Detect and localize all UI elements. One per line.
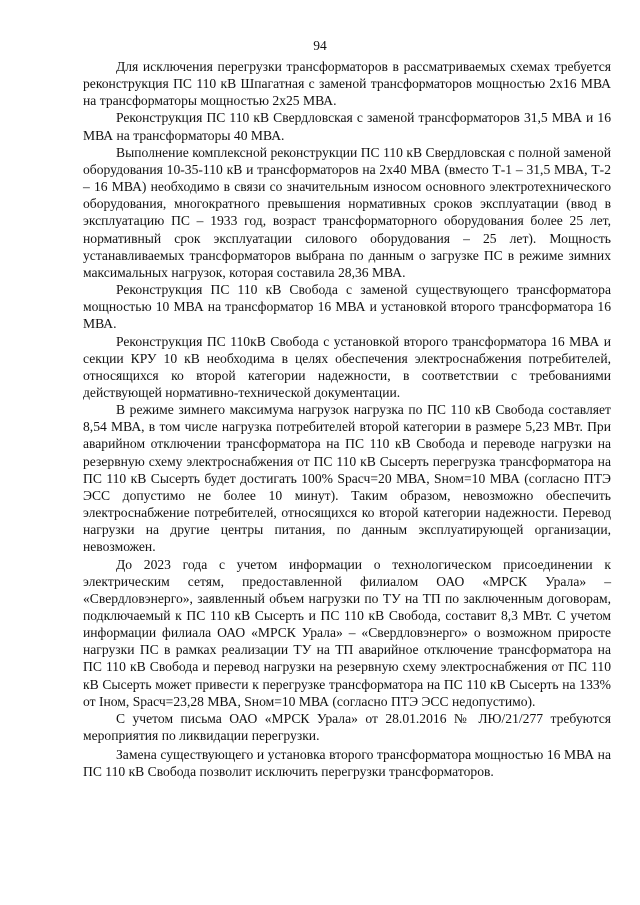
paragraph-svoboda-kru: Реконструкция ПС 110кВ Свобода с установкой второго трансформатора 16 МВА и секции КРУ 10 кВ необходима в целях обеспечения электроснабжения потребителей, относящихся ко второй категории надежности, в соответствии с требованиями действующей нормативно-технической документации. [83, 333, 611, 400]
paragraph-sverdlovskaya-complex: Выполнение комплексной реконструкции ПС 110 кВ Свердловская с полной заменой оборудования 10-35-110 кВ и трансформаторов на 2х40 МВА (вместо Т-1 – 31,5 МВА, Т-2 – 16 МВА) необходимо в связи со значительным износом основного электротехнического оборудования, многократного превышения нормативных сроков эксплуатации (ввод в эксплуатацию ПС – 1933 год, возраст трансформаторного оборудования более 25 лет, нормативный срок эксплуатации силового оборудования – 25 лет). Мощность устанавливаемых трансформаторов выбрана по данным о загрузке ПС в режиме зимних максимальных нагрузок, которая составила 28,36 МВА. [83, 144, 611, 280]
paragraph-2023-forecast: До 2023 года с учетом информации о технологическом присоединении к электрическим сетям, предоставленной филиалом ОАО «МРСК Урала» – «Свердловэнерго», заявленный объем нагрузки по ТУ на ТП по заключенным договорам, подключаемый к ПС 110 кВ Сысерть и ПС 110 кВ Свобода, составит 8,3 МВт. С учетом информации филиала ОАО «МРСК Урала» – «Свердловэнерго» о возможном приросте нагрузки ПС в рамках реализации ТУ на ТП аварийное отключение трансформатора на ПС 110 кВ Свобода и перевод нагрузки на резервную схему электроснабжения от ПС 110 кВ Сысерть может привести к перегрузке трансформатора на ПС 110 кВ Сысерть на 133% от Iном, Sрасч=23,28 МВА, Sном=10 МВА (согласно ПТЭ ЭСС недопустимо). [83, 556, 611, 709]
paragraph-svoboda-reconstruction: Реконструкция ПС 110 кВ Свобода с заменой существующего трансформатора мощностью 10 МВА на трансформатор 16 МВА и установкой второго трансформатора 16 МВА. [83, 282, 611, 332]
paragraph-conclusion: Замена существующего и установка второго трансформатора мощностью 16 МВА на ПС 110 кВ Свобода позволит исключить перегрузки трансформаторов. [83, 747, 611, 780]
paragraph-shpagatnaya-overload: Для исключения перегрузки трансформаторов в рассматриваемых схемах требуется реконструкция ПС 110 кВ Шпагатная с заменой трансформаторов мощностью 2х16 МВА на трансформаторы мощностью 2х25 МВА. [83, 59, 611, 109]
page-number: 94 [313, 38, 327, 53]
paragraph-sverdlovskaya-reconstruction: Реконструкция ПС 110 кВ Свердловская с заменой трансформаторов 31,5 МВА и 16 МВА на трансформаторы 40 МВА. [83, 110, 611, 143]
document-body [83, 58, 611, 781]
paragraph-winter-load: В режиме зимнего максимума нагрузок нагрузка по ПС 110 кВ Свобода составляет 8,54 МВА, в том числе нагрузка потребителей второй категории в размере 5,23 МВт. При аварийном отключении трансформатора на ПС 110 кВ Свобода и переводе нагрузки на резервную схему электроснабжения от ПС 110 кВ Сысерть перегрузка трансформатора на ПС 110 кВ Сысерть будет достигать 100% Sрасч=20 МВА, Sном=10 МВА (согласно ПТЭ ЭСС допустимо не более 10 минут). Таким образом, невозможно обеспечить электроснабжение потребителей, относящихся ко второй категории надежности. Перевод нагрузки на другие центры питания, по данным эксплуатирующей организации, невозможен. [83, 402, 611, 555]
paragraph-mrsk-letter: С учетом письма ОАО «МРСК Урала» от 28.01.2016 № ЛЮ/21/277 требуются мероприятия по ликвидации перегрузки. [83, 710, 611, 744]
